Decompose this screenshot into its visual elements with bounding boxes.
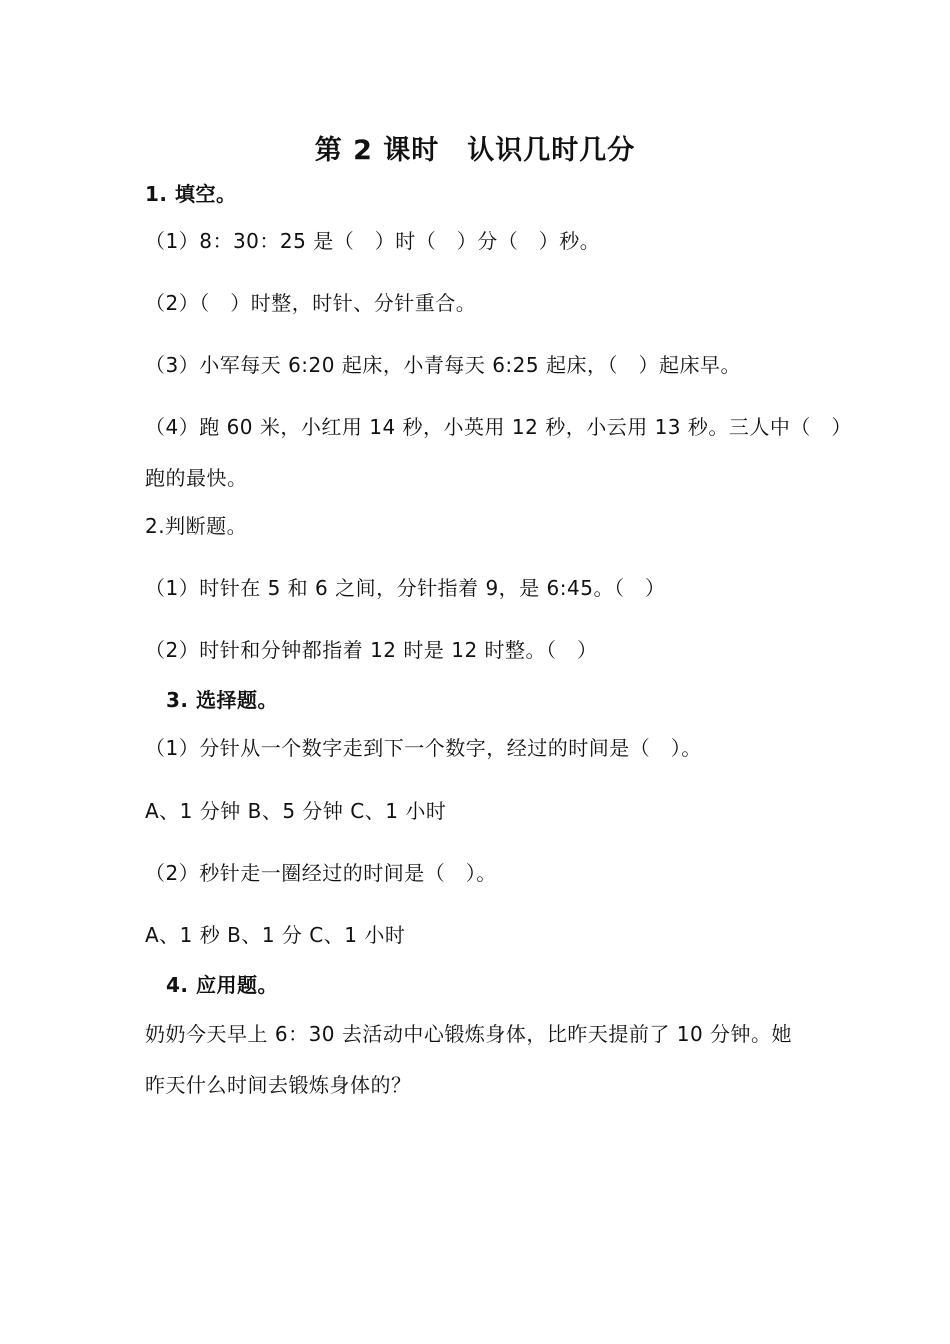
judge-question-1: （1）时针在 5 和 6 之间，分针指着 9，是 6:45。（ ）: [145, 576, 666, 600]
application-question-line1: 奶奶今天早上 6：30 去活动中心锻炼身体，比昨天提前了 10 分钟。她: [145, 1022, 793, 1046]
choice-question-2: （2）秒针走一圈经过的时间是（ ）。: [145, 861, 497, 885]
section-3-heading: 3. 选择题。: [166, 688, 278, 712]
fill-question-1: （1）8：30：25 是（ ）时（ ）分（ ）秒。: [145, 229, 601, 253]
section-4-heading: 4. 应用题。: [166, 973, 278, 997]
choice-question-1-options: A、1 分钟 B、5 分钟 C、1 小时: [145, 799, 447, 823]
section-2-heading: 2.判断题。: [145, 514, 248, 538]
page-title: 第 2 课时 认识几时几分: [314, 135, 636, 166]
application-question-line2: 昨天什么时间去锻炼身体的？: [145, 1073, 412, 1097]
fill-question-2: （2）（ ）时整，时针、分针重合。: [145, 291, 477, 315]
fill-question-4-line2: 跑的最快。: [145, 466, 248, 490]
section-1-heading: 1. 填空。: [145, 182, 237, 206]
choice-question-1: （1）分针从一个数字走到下一个数字，经过的时间是（ ）。: [145, 736, 702, 760]
judge-question-2: （2）时针和分钟都指着 12 时是 12 时整。（ ）: [145, 638, 598, 662]
choice-question-2-options: A、1 秒 B、1 分 C、1 小时: [145, 923, 406, 947]
fill-question-4-line1: （4）跑 60 米，小红用 14 秒，小英用 12 秒，小云用 13 秒。三人中（ ）: [145, 415, 852, 439]
fill-question-3: （3）小军每天 6:20 起床，小青每天 6:25 起床，（ ）起床早。: [145, 353, 741, 377]
